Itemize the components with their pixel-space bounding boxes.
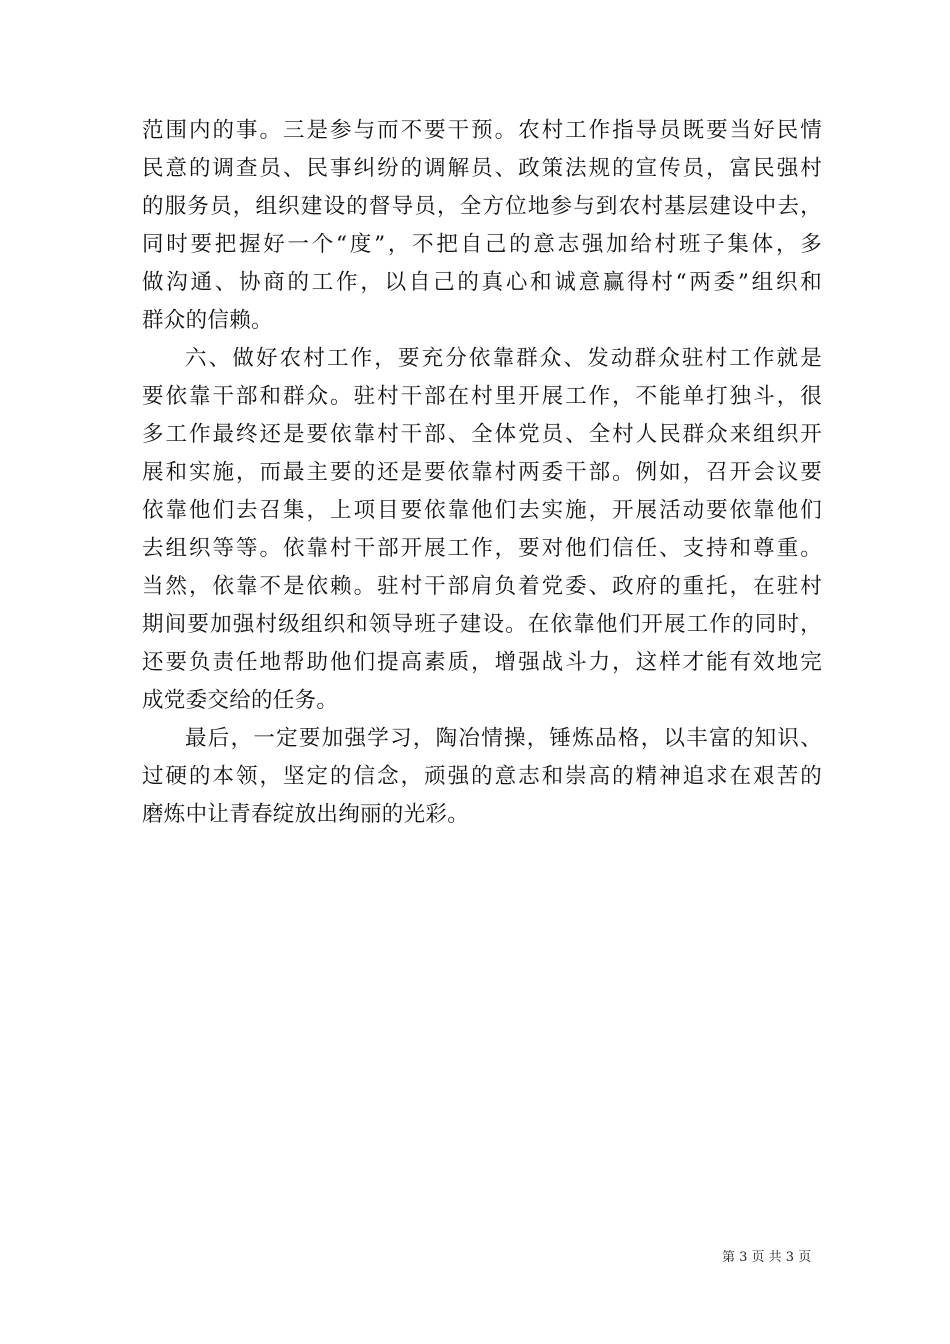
text-line: 群众的信赖。 [142,308,273,333]
text-line: 成党委交给的任务。 [142,688,339,713]
text-line: 同时要把握好一个“度”，不把自己的意志强加给村班子集体，多 [142,232,822,257]
text-line: 磨炼中让青春绽放出绚丽的光彩。 [142,802,470,827]
text-line: 过硬的本领，坚定的信念，顽强的意志和崇高的精神追求在艰苦的 [142,764,822,789]
paragraph-3 [142,720,822,834]
text-line: 的服务员，组织建设的督导员，全方位地参与到农村基层建设中去， [142,194,822,219]
text-line: 依靠他们去召集，上项目要依靠他们去实施，开展活动要依靠他们 [142,498,822,523]
paragraph-2 [142,340,822,720]
document-body [142,112,822,834]
paragraph-1 [142,112,822,340]
text-line: 当然，依靠不是依赖。驻村干部肩负着党委、政府的重托，在驻村 [142,574,822,599]
text-line: 范围内的事。三是参与而不要干预。农村工作指导员既要当好民情 [142,118,822,143]
text-line: 最后，一定要加强学习，陶冶情操，锤炼品格，以丰富的知识、 [185,726,822,751]
text-line: 还要负责任地帮助他们提高素质，增强战斗力，这样才能有效地完 [142,650,822,675]
text-line: 做沟通、协商的工作，以自己的真心和诚意赢得村“两委”组织和 [142,270,822,295]
text-line: 民意的调查员、民事纠纷的调解员、政策法规的宣传员，富民强村 [142,156,822,181]
text-line: 去组织等等。依靠村干部开展工作，要对他们信任、支持和尊重。 [142,536,822,561]
text-line: 多工作最终还是要依靠村干部、全体党员、全村人民群众来组织开 [142,422,822,447]
text-line: 要依靠干部和群众。驻村干部在村里开展工作，不能单打独斗，很 [142,384,822,409]
page-number: 第 3 页 共 3 页 [722,1250,812,1265]
text-line: 展和实施，而最主要的还是要依靠村两委干部。例如，召开会议要 [142,460,822,485]
text-line: 期间要加强村级组织和领导班子建设。在依靠他们开展工作的同时， [142,612,822,637]
text-line: 六、做好农村工作，要充分依靠群众、发动群众驻村工作就是 [185,346,822,371]
